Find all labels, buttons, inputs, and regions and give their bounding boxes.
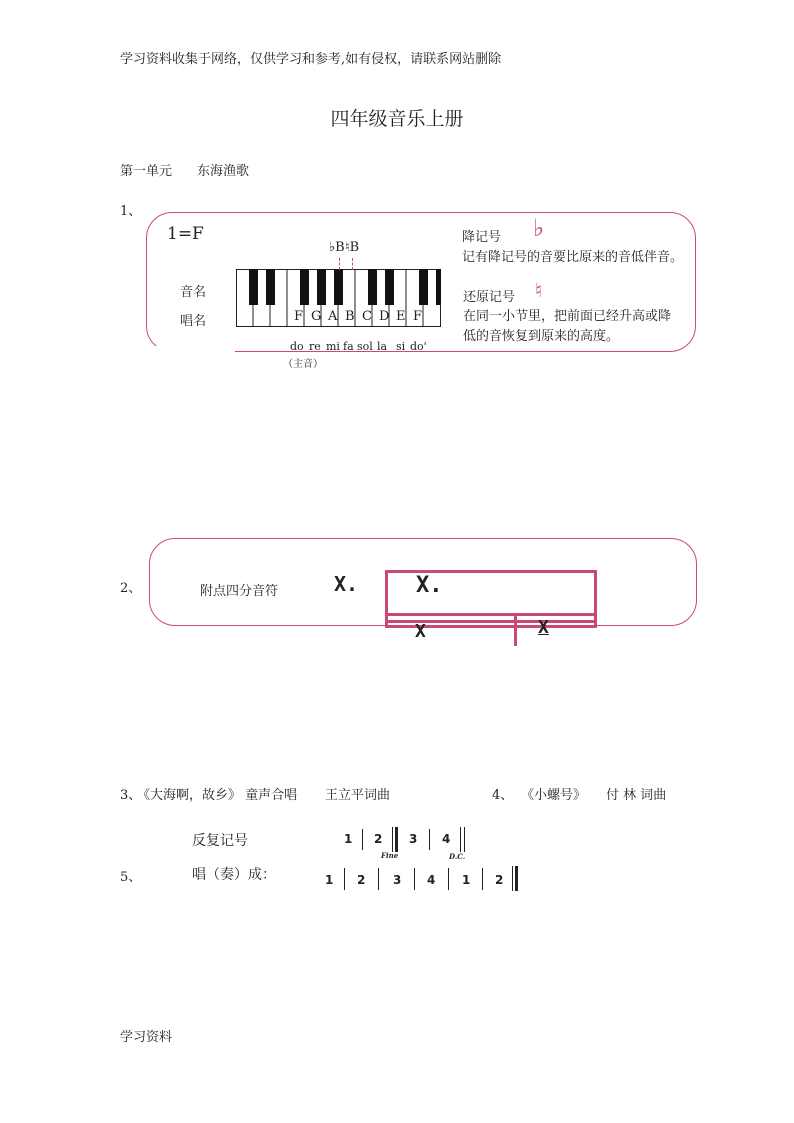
sing-name: la — [377, 340, 388, 353]
natural-icon: ♮ — [535, 278, 543, 302]
box-gap — [150, 346, 235, 354]
barline — [464, 827, 465, 852]
flat-description: 记有降记号的音要比原来的音低伴音。 — [462, 250, 684, 265]
song-3-credit: 王立平词曲 — [325, 788, 391, 803]
song-4-title: 《小螺号》 — [521, 788, 587, 803]
result-note: 2 — [357, 873, 366, 887]
page-footer: 学习资料 — [120, 1030, 173, 1045]
repeat-note: 3 — [409, 832, 418, 846]
note-name: G — [311, 309, 322, 324]
piano-keyboard-graphic — [236, 269, 441, 327]
section-3-number: 3、 — [120, 788, 142, 803]
natural-description-line-2: 低的音恢复到原来的高度。 — [463, 329, 620, 344]
fine-marking: Fine — [381, 851, 399, 860]
sing-name: do — [290, 340, 304, 353]
barline — [429, 829, 430, 850]
dc-marking: D.C. — [449, 852, 466, 861]
repeat-sign-label: 反复记号 — [192, 833, 248, 849]
page-header: 学习资料收集于网络，仅供学习和参考,如有侵权，请联系网站删除 — [120, 52, 502, 67]
result-note: 1 — [325, 873, 334, 887]
note-name: F — [294, 309, 304, 324]
dotted-quarter-symbol: X. — [334, 572, 359, 596]
song-4-credit: 付 林 词曲 — [606, 788, 667, 803]
tonic-label: （主音） — [283, 359, 323, 370]
eighth-note-symbol: X — [538, 617, 549, 638]
sing-as-label: 唱（奏）成： — [192, 867, 276, 883]
barline — [482, 868, 483, 890]
final-barline — [515, 866, 518, 891]
result-note: 3 — [393, 873, 402, 887]
note-name: F — [413, 309, 423, 324]
dotted-quarter-symbol-highlight: X. — [416, 573, 443, 598]
section-1-number: 1、 — [120, 204, 142, 219]
sing-name: re — [309, 340, 321, 353]
barline — [362, 829, 363, 850]
note-name: C — [362, 309, 372, 324]
dotted-quarter-label: 附点四分音符 — [200, 584, 279, 599]
sing-name: do' — [410, 340, 427, 353]
section-2-number: 2、 — [120, 581, 142, 596]
barline — [512, 866, 513, 891]
repeat-note: 2 — [374, 832, 383, 846]
red-divider-top — [387, 613, 595, 616]
repeat-note: 4 — [442, 832, 451, 846]
barline — [344, 868, 345, 890]
barline — [378, 868, 379, 890]
note-name: E — [396, 309, 406, 324]
result-note: 2 — [495, 873, 504, 887]
section-5-number: 5、 — [120, 870, 142, 885]
sing-name: mi — [326, 340, 340, 353]
barline — [414, 868, 415, 890]
result-note: 1 — [462, 873, 471, 887]
page-title: 四年级音乐上册 — [330, 108, 464, 130]
barline — [392, 827, 393, 852]
quarter-note-symbol: X — [415, 621, 426, 642]
flat-b-label: ♭B — [329, 240, 345, 255]
piano-keyboard — [236, 269, 441, 327]
section-4-number: 4、 — [492, 788, 514, 803]
natural-guide-line — [352, 258, 354, 270]
double-barline — [395, 827, 398, 852]
unit-name: 东海渔歌 — [197, 164, 250, 179]
natural-title: 还原记号 — [463, 290, 516, 305]
barline — [460, 827, 461, 852]
sing-names-label: 唱名 — [180, 314, 207, 329]
red-vertical-bar — [514, 616, 517, 646]
note-names-label: 音名 — [180, 285, 207, 300]
flat-icon: ♭ — [533, 214, 545, 242]
note-name: D — [379, 309, 390, 324]
natural-description-line-1: 在同一小节里，把前面已经升高或降 — [463, 309, 672, 324]
key-signature: 1=F — [167, 224, 204, 244]
sing-name: fa — [343, 340, 354, 353]
note-name: A — [328, 309, 338, 324]
flat-title: 降记号 — [462, 230, 502, 245]
sing-name: sol — [357, 340, 373, 353]
song-3-title: 《大海啊，故乡》 童声合唱 — [137, 788, 298, 803]
flat-guide-line — [339, 258, 341, 270]
note-name: B — [345, 309, 355, 324]
repeat-note: 1 — [344, 832, 353, 846]
barline — [448, 868, 449, 890]
unit-label: 第一单元 — [120, 164, 173, 179]
sing-name: si — [396, 340, 406, 353]
result-note: 4 — [427, 873, 436, 887]
natural-b-label: ♮B — [345, 240, 360, 255]
